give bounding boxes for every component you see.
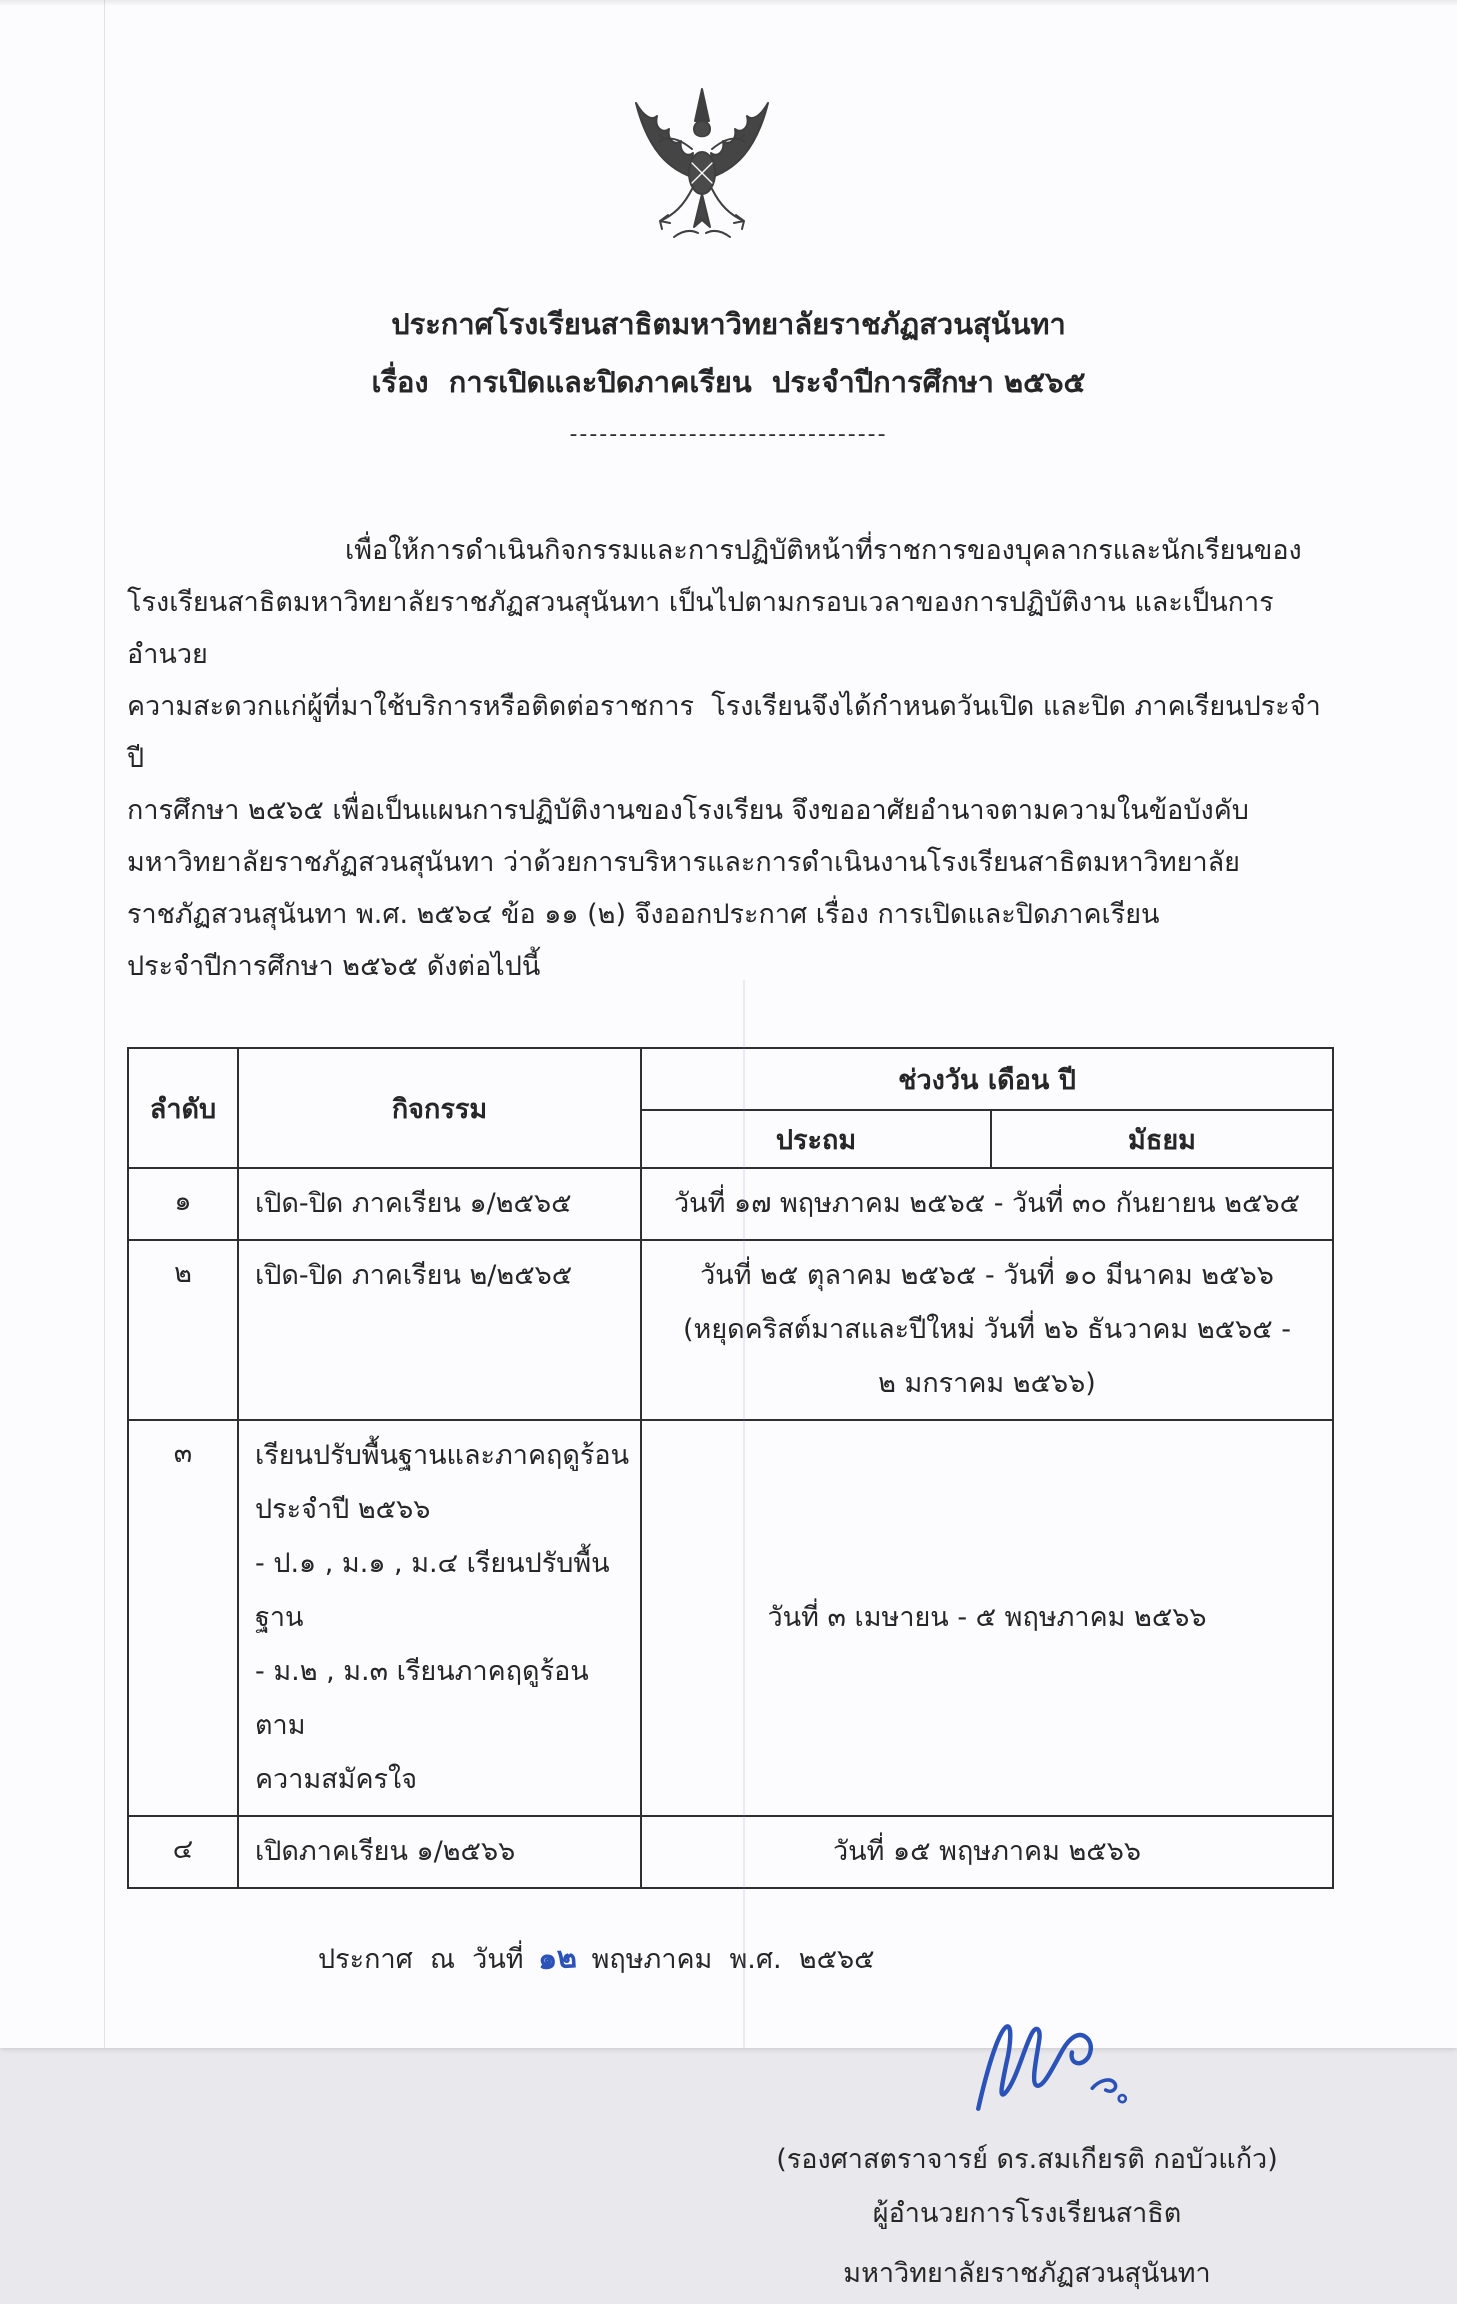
col-header-primary: ประถม [641,1110,991,1168]
body-line: การศึกษา ๒๕๖๕ เพื่อเป็นแผนการปฏิบัติงานของโรงเรียน จึงขออาศัยอำนาจตามความในข้อบังคับ [127,795,1249,826]
row-activity [238,1240,641,1420]
row-no: ๑ [128,1168,238,1240]
activity-line: ประจำปี ๒๕๖๖ [255,1494,431,1525]
document-subject: เรื่อง การเปิดและปิดภาคเรียน ประจำปีการศึกษา ๒๕๖๕ [371,365,1086,399]
body-line: มหาวิทยาลัยราชภัฏสวนสุนันทา ว่าด้วยการบริหารและการดำเนินงานโรงเรียนสาธิตมหาวิทยาลัย [127,847,1240,878]
col-header-secondary: มัธยม [991,1110,1333,1168]
body-paragraph [127,525,1337,993]
table-row [128,1816,1333,1888]
date-line: วันที่ ๑๗ พฤษภาคม ๒๕๖๕ - วันที่ ๓๐ กันยายน ๒๕๖๕ [673,1188,1301,1219]
activity-line: - ม.๒ , ม.๓ เรียนภาคฤดูร้อนตาม [255,1656,589,1741]
activity-line: เปิด-ปิด ภาคเรียน ๑/๒๕๖๕ [255,1188,572,1219]
activity-line: เปิดภาคเรียน ๑/๒๕๖๖ [255,1836,516,1867]
body-line: ความสะดวกแก่ผู้ที่มาใช้บริการหรือติดต่อราชการ โรงเรียนจึงได้กำหนดวันเปิด และปิด ภาคเรียนประจำปี [127,691,1321,774]
activity-line: เรียนปรับพื้นฐานและภาคฤดูร้อน [255,1440,630,1471]
schedule-table [127,1047,1334,1889]
handwritten-day-blue: ๑๒ [537,1940,578,1977]
col-header-no: ลำดับ [128,1048,238,1168]
document-title: ประกาศโรงเรียนสาธิตมหาวิทยาลัยราชภัฏสวนสุนันทา [391,307,1066,341]
announce-prefix: ประกาศ ณ วันที่ [318,1944,533,1975]
signer-title-line2: มหาวิทยาลัยราชภัฏสวนสุนันทา [843,2258,1211,2289]
row-activity [238,1168,641,1240]
garuda-emblem-icon [0,0,1457,258]
scan-artifact-streak [743,980,745,2048]
activity-line: ความสมัครใจ [255,1764,418,1795]
body-line: ประจำปีการศึกษา ๒๕๖๕ ดังต่อไปนี้ [127,951,541,982]
signature-block [707,2002,1347,2304]
row-no: ๓ [128,1420,238,1816]
signer-name: (รองศาสตราจารย์ ดร.สมเกียรติ กอบัวแก้ว) [776,2144,1278,2175]
scan-artifact-top [0,0,1457,6]
signer-title-line1: ผู้อำนวยการโรงเรียนสาธิต [872,2198,1182,2229]
date-line: วันที่ ๑๕ พฤษภาคม ๒๕๖๖ [833,1836,1142,1867]
table-row [128,1420,1333,1816]
row-no: ๔ [128,1816,238,1888]
announce-date-line [0,1935,1457,1982]
col-header-date-group: ช่วงวัน เดือน ปี [641,1048,1333,1110]
row-activity [238,1816,641,1888]
body-line: เพื่อให้การดำเนินกิจกรรมและการปฏิบัติหน้าที่ราชการของบุคลากรและนักเรียนของ [345,535,1302,566]
body-line: โรงเรียนสาธิตมหาวิทยาลัยราชภัฏสวนสุนันทา เป็นไปตามกรอบเวลาของการปฏิบัติงาน และเป็นการอำนวย [127,587,1274,670]
table-row [128,1168,1333,1240]
table-row [128,1240,1333,1420]
activity-line: - ป.๑ , ม.๑ , ม.๔ เรียนปรับพื้นฐาน [255,1548,610,1633]
scan-artifact-left-edge [104,0,105,2048]
row-activity [238,1420,641,1816]
signature-handwritten-icon [707,2002,1347,2130]
date-line: วันที่ ๓ เมษายน - ๕ พฤษภาคม ๒๕๖๖ [767,1602,1207,1633]
dashed-divider: -------------------------------- [569,422,888,447]
body-line: ราชภัฏสวนสุนันทา พ.ศ. ๒๕๖๔ ข้อ ๑๑ (๒) จึงออกประกาศ เรื่อง การเปิดและปิดภาคเรียน [127,899,1160,930]
date-line: วันที่ ๒๕ ตุลาคม ๒๕๖๕ - วันที่ ๑๐ มีนาคม ๒๕๖๖ [700,1260,1274,1291]
row-no: ๒ [128,1240,238,1420]
activity-line: เปิด-ปิด ภาคเรียน ๒/๒๕๖๕ [255,1260,573,1291]
date-line: ๒ มกราคม ๒๕๖๖) [878,1368,1096,1399]
col-header-activity: กิจกรรม [238,1048,641,1168]
date-line: (หยุดคริสต์มาสและปีใหม่ วันที่ ๒๖ ธันวาคม ๒๕๖๕ - [683,1314,1292,1345]
announce-suffix: พฤษภาคม พ.ศ. ๒๕๖๕ [583,1944,875,1975]
